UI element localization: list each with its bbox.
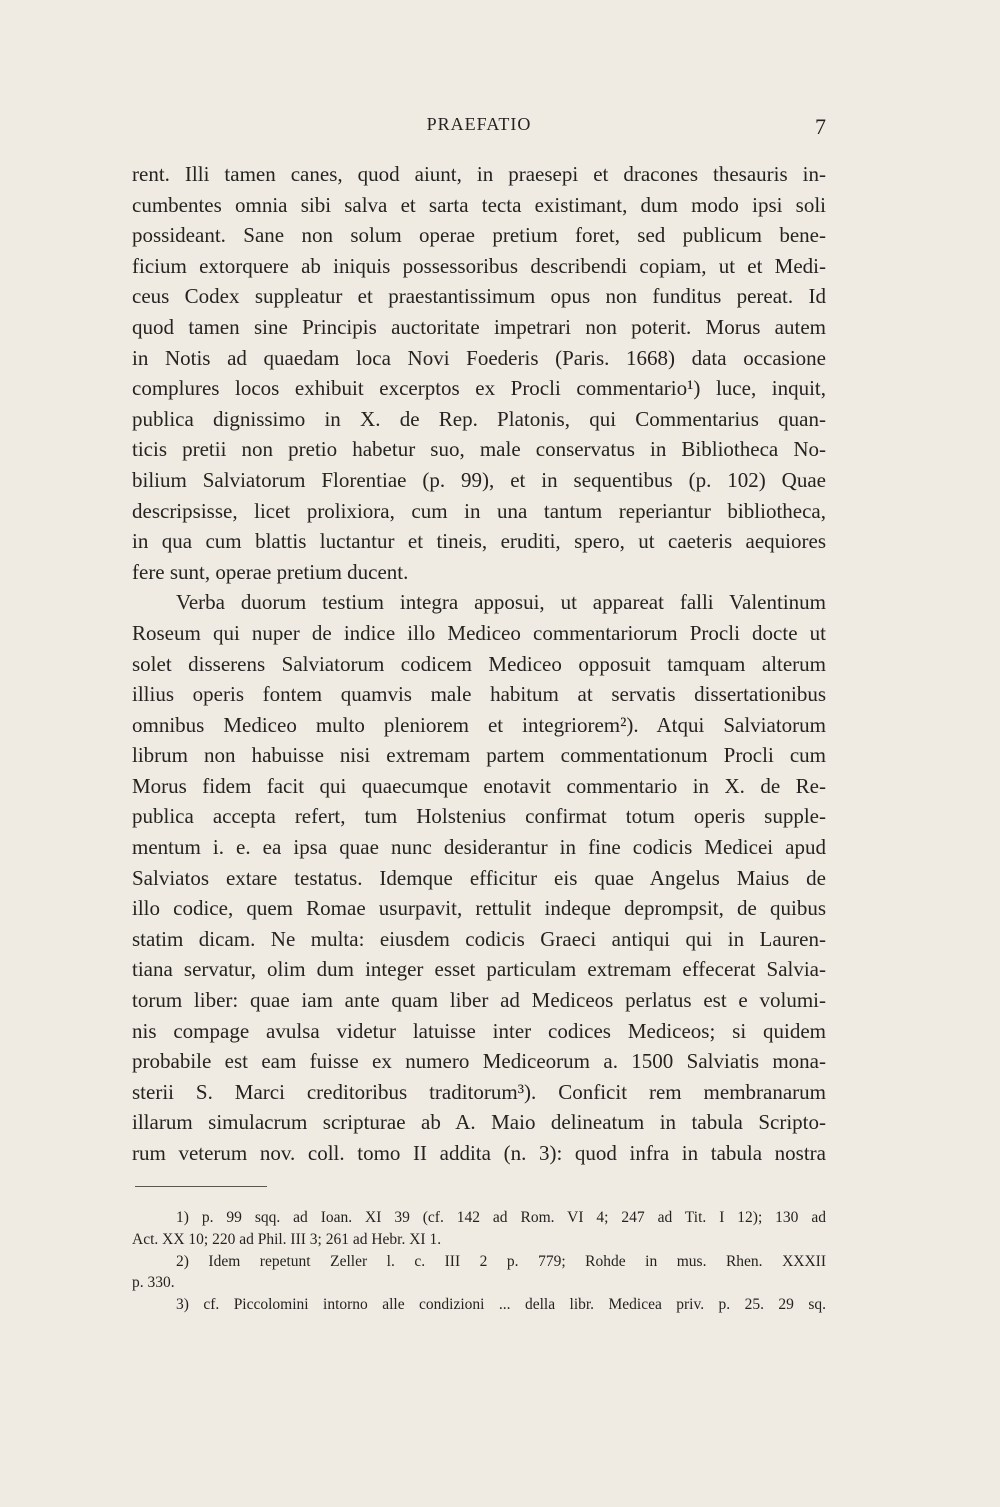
text-line: possideant. Sane non solum operae pretium foret, sed publicum bene- xyxy=(132,223,826,248)
footnote-line: p. 330. xyxy=(132,1274,175,1292)
text-line: probabile est eam fuisse ex numero Mediceorum a. 1500 Salviatis mona- xyxy=(132,1049,826,1074)
running-title: PRAEFATIO xyxy=(426,114,532,134)
text-line: nis compage avulsa videtur latuisse inter codices Mediceos; si quidem xyxy=(132,1018,826,1043)
text-line: in Notis ad quaedam loca Novi Foederis (Paris. 1668) data occasione xyxy=(132,345,826,370)
text-line: Morus fidem facit qui quaecumque enotavit commentario in X. de Re- xyxy=(132,773,826,798)
text-line: illo codice, quem Romae usurpavit, rettulit indeque deprompsit, de quibus xyxy=(132,896,826,921)
footnote-line: 1) p. 99 sqq. ad Ioan. XI 39 (cf. 142 ad Rom. VI 4; 247 ad Tit. I 12); 130 ad xyxy=(176,1209,826,1226)
body-text xyxy=(132,159,826,1169)
text-line: fere sunt, operae pretium ducent. xyxy=(132,559,409,584)
text-line: rent. Illi tamen canes, quod aiunt, in praesepi et dracones thesauris in- xyxy=(132,162,826,186)
footnotes xyxy=(132,1207,826,1316)
page-header xyxy=(132,114,826,140)
text-line: sterii S. Marci creditoribus traditorum³). Conficit rem membranarum xyxy=(132,1079,826,1104)
text-line: ceus Codex suppleatur et praestantissimum opus non funditus pereat. Id xyxy=(132,284,826,309)
text-line: mentum i. e. ea ipsa quae nunc desiderantur in fine codicis Medicei apud xyxy=(132,835,826,860)
text-line: publica dignissimo in X. de Rep. Platonis, qui Commentarius quan- xyxy=(132,406,826,431)
text-line: ficium extorquere ab iniquis possessoribus describendi copiam, ut et Medi- xyxy=(132,253,826,278)
text-line: complures locos exhibuit excerptos ex Procli commentario¹) luce, inquit, xyxy=(132,376,826,401)
footnote-line: Act. XX 10; 220 ad Phil. III 3; 261 ad Hebr. XI 1. xyxy=(132,1230,442,1248)
text-line: quod tamen sine Principis auctoritate impetrari non poterit. Morus autem xyxy=(132,314,826,339)
page-number: 7 xyxy=(815,114,826,139)
text-line: publica accepta refert, tum Holstenius confirmat totum operis supple- xyxy=(132,804,826,829)
text-line: illarum simulacrum scripturae ab A. Maio delineatum in tabula Scripto- xyxy=(132,1110,826,1135)
text-line: illius operis fontem quamvis male habitum at servatis dissertationibus xyxy=(132,682,826,707)
text-line: statim dicam. Ne multa: eiusdem codicis Graeci antiqui qui in Lauren- xyxy=(132,926,826,951)
text-line: rum veterum nov. coll. tomo II addita (n. 3): quod infra in tabula nostra xyxy=(132,1141,826,1165)
footnote-line: 3) cf. Piccolomini intorno alle condizioni ... della libr. Medicea priv. p. 25. 29 sq. xyxy=(176,1296,826,1314)
text-line: descripsisse, licet prolixiora, cum in una tantum reperiantur bibliotheca, xyxy=(132,498,826,523)
footnote-line: 2) Idem repetunt Zeller l. c. III 2 p. 779; Rohde in mus. Rhen. XXXII xyxy=(176,1252,826,1270)
text-line: Salviatos extare testatus. Idemque efficitur eis quae Angelus Maius de xyxy=(132,865,826,890)
text-line: omnibus Mediceo multo pleniorem et integriorem²). Atqui Salviatorum xyxy=(132,712,826,737)
text-line: bilium Salviatorum Florentiae (p. 99), et in sequentibus (p. 102) Quae xyxy=(132,467,826,492)
text-line: solet disserens Salviatorum codicem Mediceo opposuit tamquam alterum xyxy=(132,651,826,676)
text-line: Verba duorum testium integra apposui, ut appareat falli Valentinum xyxy=(176,590,826,615)
text-line: cumbentes omnia sibi salva et sarta tecta existimant, dum modo ipsi soli xyxy=(132,192,826,217)
text-line: ticis pretii non pretio habetur suo, male conservatus in Bibliotheca No- xyxy=(132,437,826,462)
text-line: tiana servatur, olim dum integer esset particulam extremam effecerat Salvia- xyxy=(132,957,826,982)
text-line: torum liber: quae iam ante quam liber ad Mediceos perlatus est e volumi- xyxy=(132,988,826,1013)
footnote-separator xyxy=(135,1186,267,1187)
text-line: in qua cum blattis luctantur et tineis, eruditi, spero, ut caeteris aequiores xyxy=(132,529,826,554)
text-line: librum non habuisse nisi extremam partem commentationum Procli cum xyxy=(132,743,826,768)
text-line: Roseum qui nuper de indice illo Mediceo commentariorum Procli docte ut xyxy=(132,620,826,645)
